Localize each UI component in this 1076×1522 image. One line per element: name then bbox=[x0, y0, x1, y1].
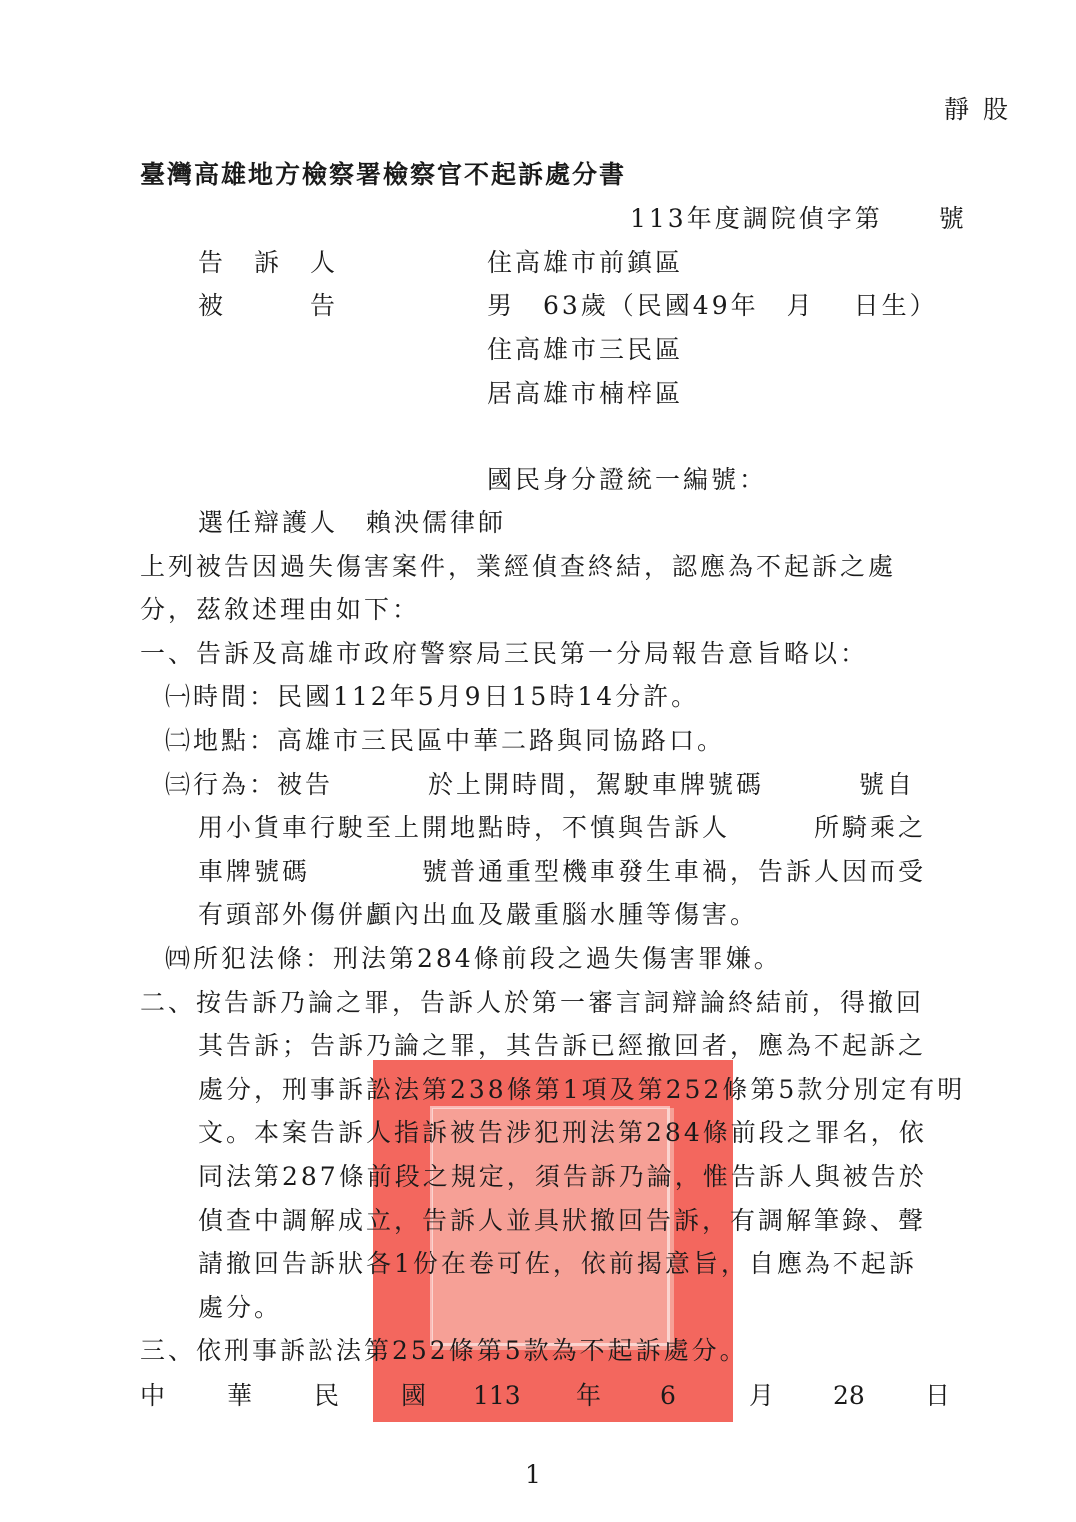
section-2-line-1: 二、按告訴乃論之罪，告訴人於第一審言詞辯論終結前，得撤回 bbox=[140, 988, 925, 1017]
complainant-label: 告 訴 人 bbox=[198, 248, 339, 277]
intro-line-2: 分，茲敘述理由如下： bbox=[140, 595, 421, 624]
section-1-item-3-line-3: 車牌號碼 號普通重型機車發生車禍，告訴人因而受 bbox=[198, 857, 927, 886]
date-year: 113 bbox=[473, 1381, 521, 1410]
section-1-item-1: ㈠時間：民國112年5月9日15時14分許。 bbox=[165, 682, 700, 711]
date-char-6: 月 bbox=[749, 1381, 775, 1410]
date-char-5: 年 bbox=[576, 1381, 602, 1410]
section-1-item-3-line-4: 有頭部外傷併顱內出血及嚴重腦水腫等傷害。 bbox=[198, 900, 759, 929]
section-1-item-2: ㈡地點：高雄市三民區中華二路與同協路口。 bbox=[165, 726, 726, 755]
document-title: 臺灣高雄地方檢察署檢察官不起訴處分書 bbox=[140, 160, 627, 189]
complainant-address: 住高雄市前鎮區 bbox=[487, 248, 684, 277]
section-1-item-3-line-1: ㈢行為：被告 於上開時間，駕駛車牌號碼 號自 bbox=[165, 770, 915, 799]
section-2-line-3: 處分，刑事訴訟法第238條第1項及第252條第5款分別定有明 bbox=[198, 1075, 966, 1104]
page-number: 1 bbox=[525, 1460, 541, 1489]
id-number-label: 國民身分證統一編號： bbox=[487, 465, 768, 494]
defendant-label: 被 告 bbox=[198, 291, 339, 320]
date-char-3: 民 bbox=[314, 1381, 340, 1410]
date-char-2: 華 bbox=[227, 1381, 253, 1410]
case-number: 113年度調院偵字第 號 bbox=[630, 204, 967, 233]
defendant-info: 男 63歲（民國49年 月 日生） bbox=[487, 291, 938, 320]
date-month: 6 bbox=[660, 1381, 676, 1410]
section-2-line-5: 同法第287條前段之規定，須告訴乃論，惟告訴人與被告於 bbox=[198, 1162, 927, 1191]
section-2-line-6: 偵查中調解成立，告訴人並具狀撤回告訴，有調解筆錄、聲 bbox=[198, 1206, 927, 1235]
section-2-line-4: 文。本案告訴人指訴被告涉犯刑法第284條前段之罪名，依 bbox=[198, 1118, 927, 1147]
section-3-line: 三、依刑事訴訟法第252條第5款為不起訴處分。 bbox=[140, 1336, 748, 1365]
section-1-item-4: ㈣所犯法條：刑法第284條前段之過失傷害罪嫌。 bbox=[165, 944, 782, 973]
date-char-1: 中 bbox=[140, 1381, 166, 1410]
intro-line-1: 上列被告因過失傷害案件，業經偵查終結，認應為不起訴之處 bbox=[140, 552, 897, 581]
defense-counsel: 選任辯護人 賴泱儒律師 bbox=[198, 508, 507, 537]
section-2-line-2: 其告訴；告訴乃論之罪，其告訴已經撤回者，應為不起訴之 bbox=[198, 1031, 927, 1060]
date-char-7: 日 bbox=[925, 1381, 951, 1410]
defendant-address-2: 居高雄市楠梓區 bbox=[487, 379, 684, 408]
date-day: 28 bbox=[833, 1381, 865, 1410]
section-1-item-3-line-2: 用小貨車行駛至上開地點時，不慎與告訴人 所騎乘之 bbox=[198, 813, 927, 842]
date-char-4: 國 bbox=[401, 1381, 427, 1410]
section-2-line-8: 處分。 bbox=[198, 1293, 283, 1322]
section-2-line-7: 請撤回告訴狀各1份在卷可佐，依前揭意旨，自應為不起訴 bbox=[198, 1249, 917, 1278]
section-1-heading: 一、告訴及高雄市政府警察局三民第一分局報告意旨略以： bbox=[140, 639, 869, 668]
section-mark: 靜 股 bbox=[944, 95, 1011, 124]
defendant-address-1: 住高雄市三民區 bbox=[487, 335, 684, 364]
